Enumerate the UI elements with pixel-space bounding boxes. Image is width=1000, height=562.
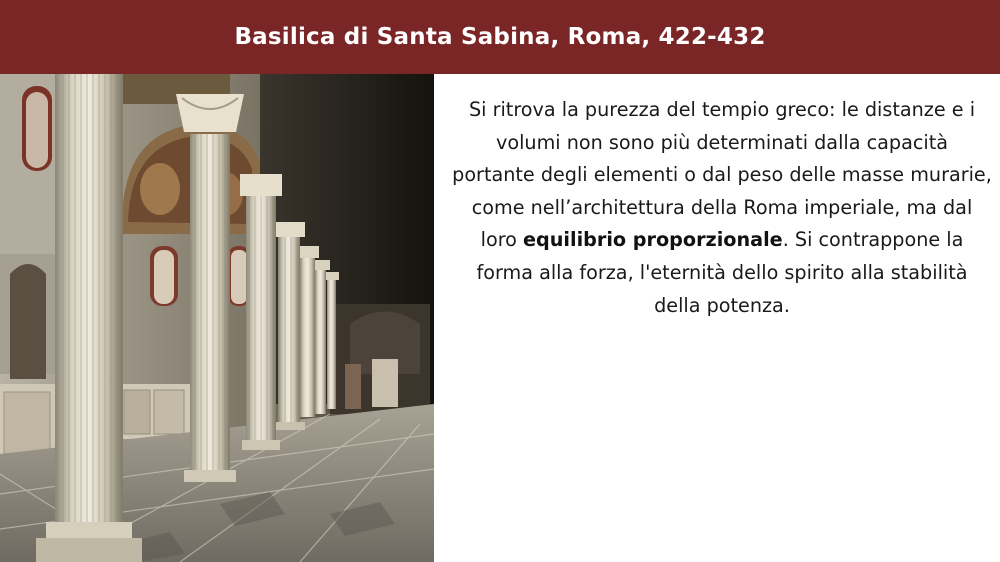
- basilica-interior-image: [0, 74, 434, 562]
- description-text: [452, 94, 992, 322]
- column-mid: [240, 174, 282, 450]
- description-part-2: . Si contrappone la forma alla forza, l'eternità dello spirito alla stabilità della potenza.: [476, 228, 968, 317]
- description-part-1: Si ritrova la purezza del tempio greco: le distanze e i volumi non sono più determinati dalla capacità portante degli elementi o dal peso delle masse murarie, come nell’architettura della Roma imperiale, ma dal loro: [452, 98, 992, 252]
- slide-title: Basilica di Santa Sabina, Roma, 422-432: [234, 24, 766, 50]
- description-emphasis: equilibrio proporzionale: [523, 228, 783, 252]
- title-bar: [0, 0, 1000, 74]
- basilica-photo: [0, 74, 434, 562]
